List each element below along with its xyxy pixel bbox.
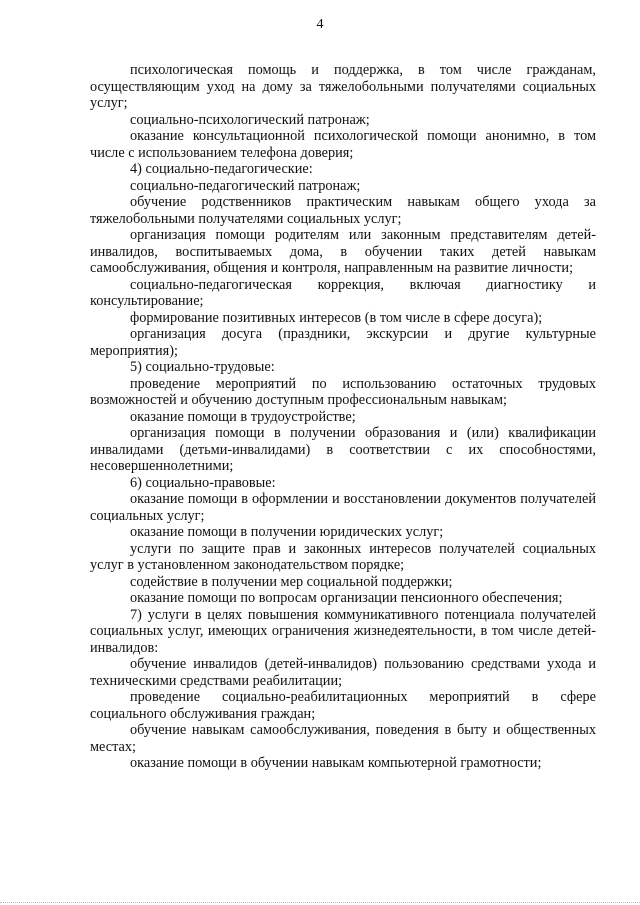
paragraph: услуги по защите прав и законных интересов получателей социальных услуг в установленном законодательством порядке; (90, 540, 596, 573)
section-heading: 5) социально-трудовые: (130, 359, 275, 375)
paragraph: проведение мероприятий по использованию остаточных трудовых возможностей и обучению доступным профессиональным навыкам; (90, 375, 596, 408)
paragraph: обучение навыкам самообслуживания, поведения в быту и общественных местах; (90, 722, 596, 755)
section-heading: 4) социально-педагогические: (130, 161, 313, 177)
paragraph: оказание консультационной психологической помощи анонимно, в том числе с использованием телефона доверия; (90, 128, 596, 161)
paragraph: оказание помощи по вопросам организации пенсионного обеспечения; (130, 590, 563, 606)
paragraph: обучение инвалидов (детей-инвалидов) пользованию средствами ухода и техническими средствами реабилитации; (90, 656, 596, 689)
document-body (90, 62, 596, 772)
page-bottom-edge (0, 902, 640, 903)
paragraph: оказание помощи в получении юридических услуг; (130, 524, 444, 540)
paragraph: оказание помощи в оформлении и восстановлении документов получателей социальных услуг; (90, 491, 596, 524)
section-heading: 6) социально-правовые: (130, 474, 276, 491)
paragraph: формирование позитивных интересов (в том числе в сфере досуга); (130, 309, 543, 326)
paragraph: оказание помощи в трудоустройстве; (130, 408, 356, 425)
paragraph: содействие в получении мер социальной поддержки; (130, 573, 453, 590)
paragraph: организация досуга (праздники, экскурсии и другие культурные мероприятия); (90, 326, 596, 359)
paragraph: проведение социально-реабилитационных мероприятий в сфере социального обслуживания граждан; (90, 689, 596, 722)
paragraph: обучение родственников практическим навыкам общего ухода за тяжелобольными получателями социальных услуг; (90, 194, 596, 227)
paragraph: организация помощи родителям или законным представителям детей-инвалидов, воспитываемых дома, в обучении таких детей навыкам самообслуживания, общения и контроля, направленным на развитие личности; (90, 227, 596, 276)
paragraph: социально-педагогическая коррекция, включая диагностику и консультирование; (90, 276, 596, 309)
paragraph: психологическая помощь и поддержка, в том числе гражданам, осуществляющим уход на дому за тяжелобольными получателями социальных услуг; (90, 62, 596, 111)
paragraph: социально-педагогический патронаж; (130, 177, 361, 194)
paragraph: оказание помощи в обучении навыкам компьютерной грамотности; (130, 755, 542, 771)
paragraph: организация помощи в получении образования и (или) квалификации инвалидами (детьми-инвалидами) в соответствии с их способностями, несовершеннолетними; (90, 425, 596, 474)
paragraph: социально-психологический патронаж; (130, 111, 370, 128)
section-heading: 7) услуги в целях повышения коммуникативного потенциала получателей социальных услуг, имеющих ограничения жизнедеятельности, в том числе детей-инвалидов: (90, 606, 596, 656)
page-number: 4 (316, 17, 324, 32)
